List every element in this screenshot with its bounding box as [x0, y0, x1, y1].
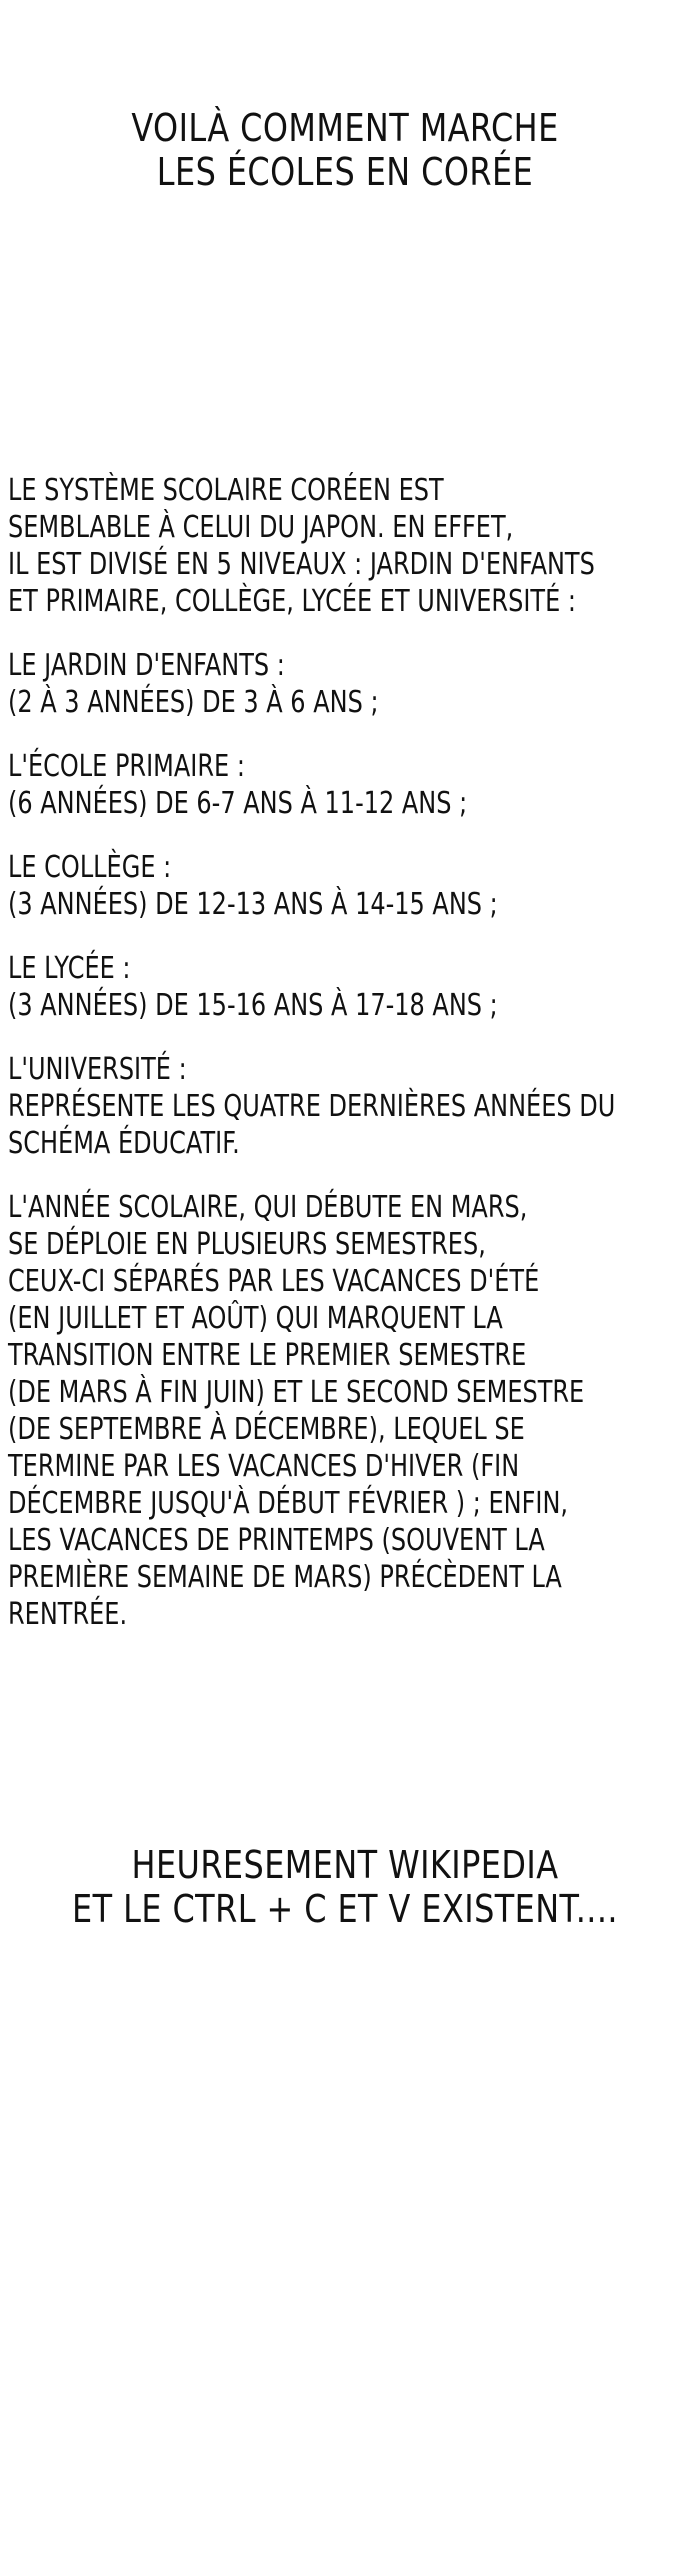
level-detail: REPRÉSENTE LES QUATRE DERNIÈRES ANNÉES DU	[8, 1089, 616, 1124]
caption-line: HEURESEMENT WIKIPEDIA	[131, 1843, 559, 1887]
text-line: (DE MARS À FIN JUIN) ET LE SECOND SEMESTRE	[8, 1375, 585, 1410]
level-detail: (2 À 3 ANNÉES) DE 3 À 6 ANS ;	[8, 685, 379, 720]
text-line: SE DÉPLOIE EN PLUSIEURS SEMESTRES,	[8, 1227, 486, 1262]
level-detail: (3 ANNÉES) DE 15-16 ANS À 17-18 ANS ;	[8, 988, 498, 1023]
text-line: (EN JUILLET ET AOÛT) QUI MARQUENT LA	[8, 1301, 503, 1336]
closing-caption	[55, 1843, 635, 1931]
level-detail: (6 ANNÉES) DE 6-7 ANS À 11-12 ANS ;	[8, 786, 468, 821]
text-line: RENTRÉE.	[8, 1597, 128, 1632]
text-line: TERMINE PAR LES VACANCES D'HIVER (FIN	[8, 1449, 520, 1484]
level-title: L'ÉCOLE PRIMAIRE :	[8, 749, 245, 784]
level-title: LE COLLÈGE :	[8, 850, 172, 885]
text-line: CEUX-CI SÉPARÉS PAR LES VACANCES D'ÉTÉ	[8, 1264, 540, 1299]
text-line: L'ANNÉE SCOLAIRE, QUI DÉBUTE EN MARS,	[8, 1190, 528, 1225]
text-line: SEMBLABLE À CELUI DU JAPON. EN EFFET,	[8, 510, 514, 545]
text-line: LES VACANCES DE PRINTEMPS (SOUVENT LA	[8, 1523, 545, 1558]
level-primary	[8, 748, 648, 822]
caption-line: ET LE CTRL + C ET V EXISTENT....	[72, 1887, 618, 1931]
text-line: IL EST DIVISÉ EN 5 NIVEAUX : JARDIN D'ENFANTS	[8, 547, 595, 582]
text-line: DÉCEMBRE JUSQU'À DÉBUT FÉVRIER ) ; ENFIN,	[8, 1486, 569, 1521]
school-year-paragraph	[8, 1189, 648, 1633]
level-title: LE LYCÉE :	[8, 951, 131, 986]
title-line: VOILÀ COMMENT MARCHE	[131, 106, 559, 150]
level-kindergarten	[8, 647, 648, 721]
text-line: ET PRIMAIRE, COLLÈGE, LYCÉE ET UNIVERSITÉ :	[8, 584, 576, 619]
level-title: L'UNIVERSITÉ :	[8, 1052, 187, 1087]
level-middle-school	[8, 849, 648, 923]
title-line: LES ÉCOLES EN CORÉE	[156, 150, 534, 194]
text-line: (DE SEPTEMBRE À DÉCEMBRE), LEQUEL SE	[8, 1412, 525, 1447]
level-detail: SCHÉMA ÉDUCATIF.	[8, 1126, 240, 1161]
article-body	[8, 472, 648, 1633]
intro-paragraph	[8, 472, 648, 620]
page-title	[55, 106, 635, 194]
text-line: PREMIÈRE SEMAINE DE MARS) PRÉCÈDENT LA	[8, 1560, 562, 1595]
text-line: LE SYSTÈME SCOLAIRE CORÉEN EST	[8, 473, 444, 508]
level-university	[8, 1051, 648, 1162]
level-high-school	[8, 950, 648, 1024]
level-title: LE JARDIN D'ENFANTS :	[8, 648, 285, 683]
level-detail: (3 ANNÉES) DE 12-13 ANS À 14-15 ANS ;	[8, 887, 498, 922]
text-line: TRANSITION ENTRE LE PREMIER SEMESTRE	[8, 1338, 527, 1373]
